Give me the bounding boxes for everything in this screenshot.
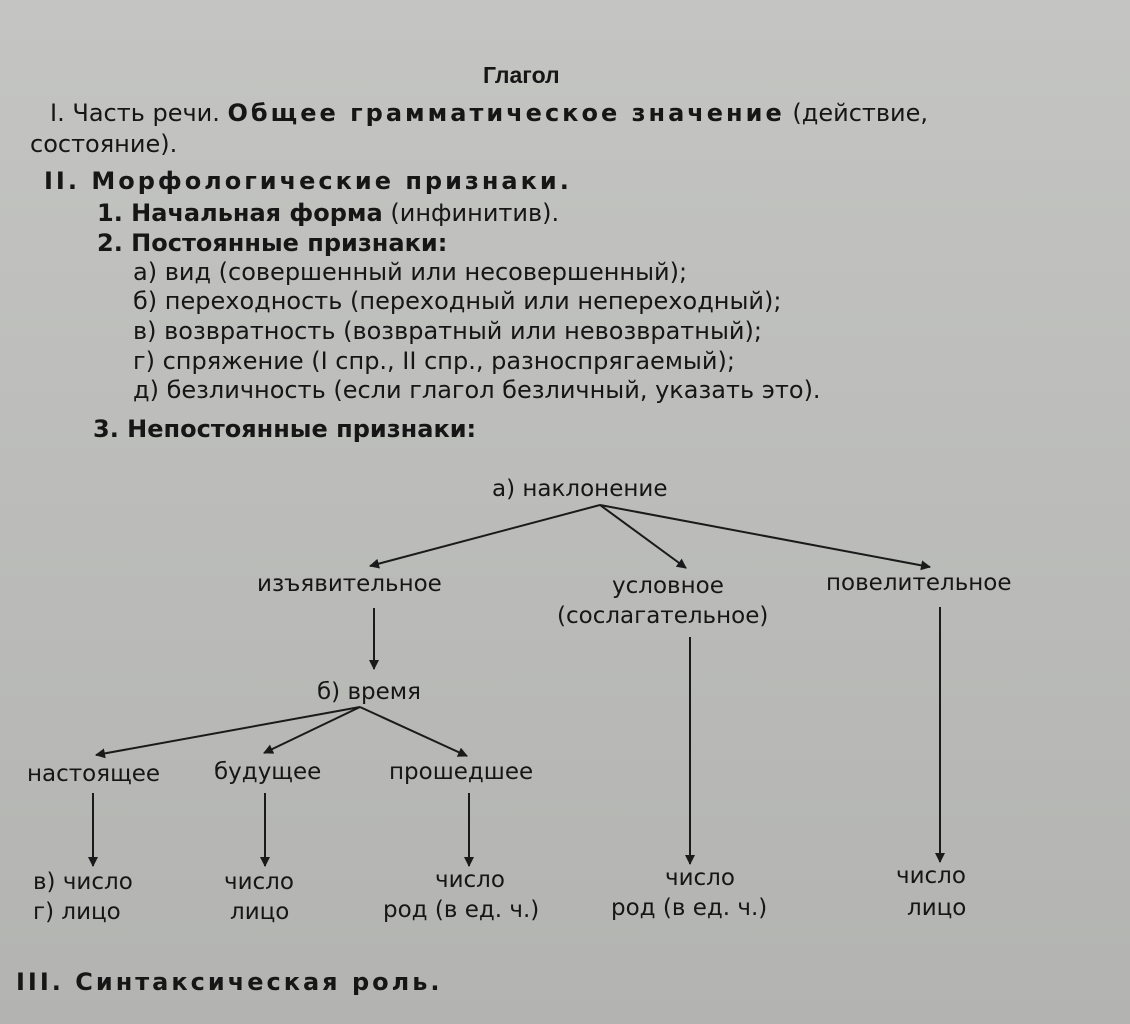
node-future: будущее <box>214 759 322 785</box>
item-1-value: (инфинитив). <box>390 199 560 227</box>
leaf-future-person: лицо <box>230 899 290 925</box>
leaf-present-person: г) лицо <box>33 899 121 925</box>
node-tense: б) время <box>317 679 421 705</box>
arrow-tense-to-future <box>264 707 360 753</box>
arrow-root-to-indicative <box>370 505 600 566</box>
arrow-tense-to-present <box>96 707 360 755</box>
leaf-past-gender: род (в ед. ч.) <box>383 897 540 923</box>
leaf-present-number: в) число <box>33 869 133 895</box>
arrow-root-to-conditional <box>600 505 686 568</box>
leaf-future-number: число <box>224 869 294 895</box>
feature-transitivity: б) переходность (переходный или непереходный); <box>133 287 782 315</box>
leaf-past-number: число <box>435 867 505 893</box>
node-imperative: повелительное <box>826 570 1012 596</box>
section-1-part-of-speech: Часть речи. <box>72 99 220 127</box>
feature-aspect: а) вид (совершенный или несовершенный); <box>133 258 688 286</box>
arrow-root-to-imperative <box>600 505 930 567</box>
section-2-item-3: 3. Непостоянные признаки: <box>93 415 477 443</box>
node-conditional-2: (сослагательное) <box>557 603 769 629</box>
section-1-meaning-label: Общее грамматическое значение <box>227 99 785 127</box>
node-past: прошедшее <box>389 759 534 785</box>
leaf-conditional-gender: род (в ед. ч.) <box>611 895 768 921</box>
section-3-heading: III. Синтаксическая роль. <box>16 968 443 996</box>
section-1-numeral: I. <box>50 99 65 127</box>
leaf-conditional-number: число <box>665 865 735 891</box>
node-conditional-1: условное <box>612 573 724 599</box>
node-indicative: изъявительное <box>257 571 442 597</box>
arrow-tense-to-past <box>360 707 467 756</box>
section-2-item-2: 2. Постоянные признаки: <box>97 229 448 257</box>
node-mood: а) наклонение <box>492 476 668 502</box>
item-1-label: 1. Начальная форма <box>97 199 383 227</box>
feature-conjugation: г) спряжение (I спр., II спр., разноспрягаемый); <box>133 347 735 375</box>
section-2-heading: II. Морфологические признаки. <box>44 167 572 195</box>
page-title: Глагол <box>483 62 560 88</box>
feature-reflexivity: в) возвратность (возвратный или невозвратный); <box>133 317 762 345</box>
leaf-imperative-person: лицо <box>907 895 967 921</box>
section-1-meaning-value: (действие, <box>792 99 929 127</box>
leaf-imperative-number: число <box>896 863 966 889</box>
section-1-line-2: состояние). <box>30 130 178 158</box>
feature-impersonality: д) безличность (если глагол безличный, указать это). <box>133 376 821 404</box>
node-present: настоящее <box>27 761 161 787</box>
